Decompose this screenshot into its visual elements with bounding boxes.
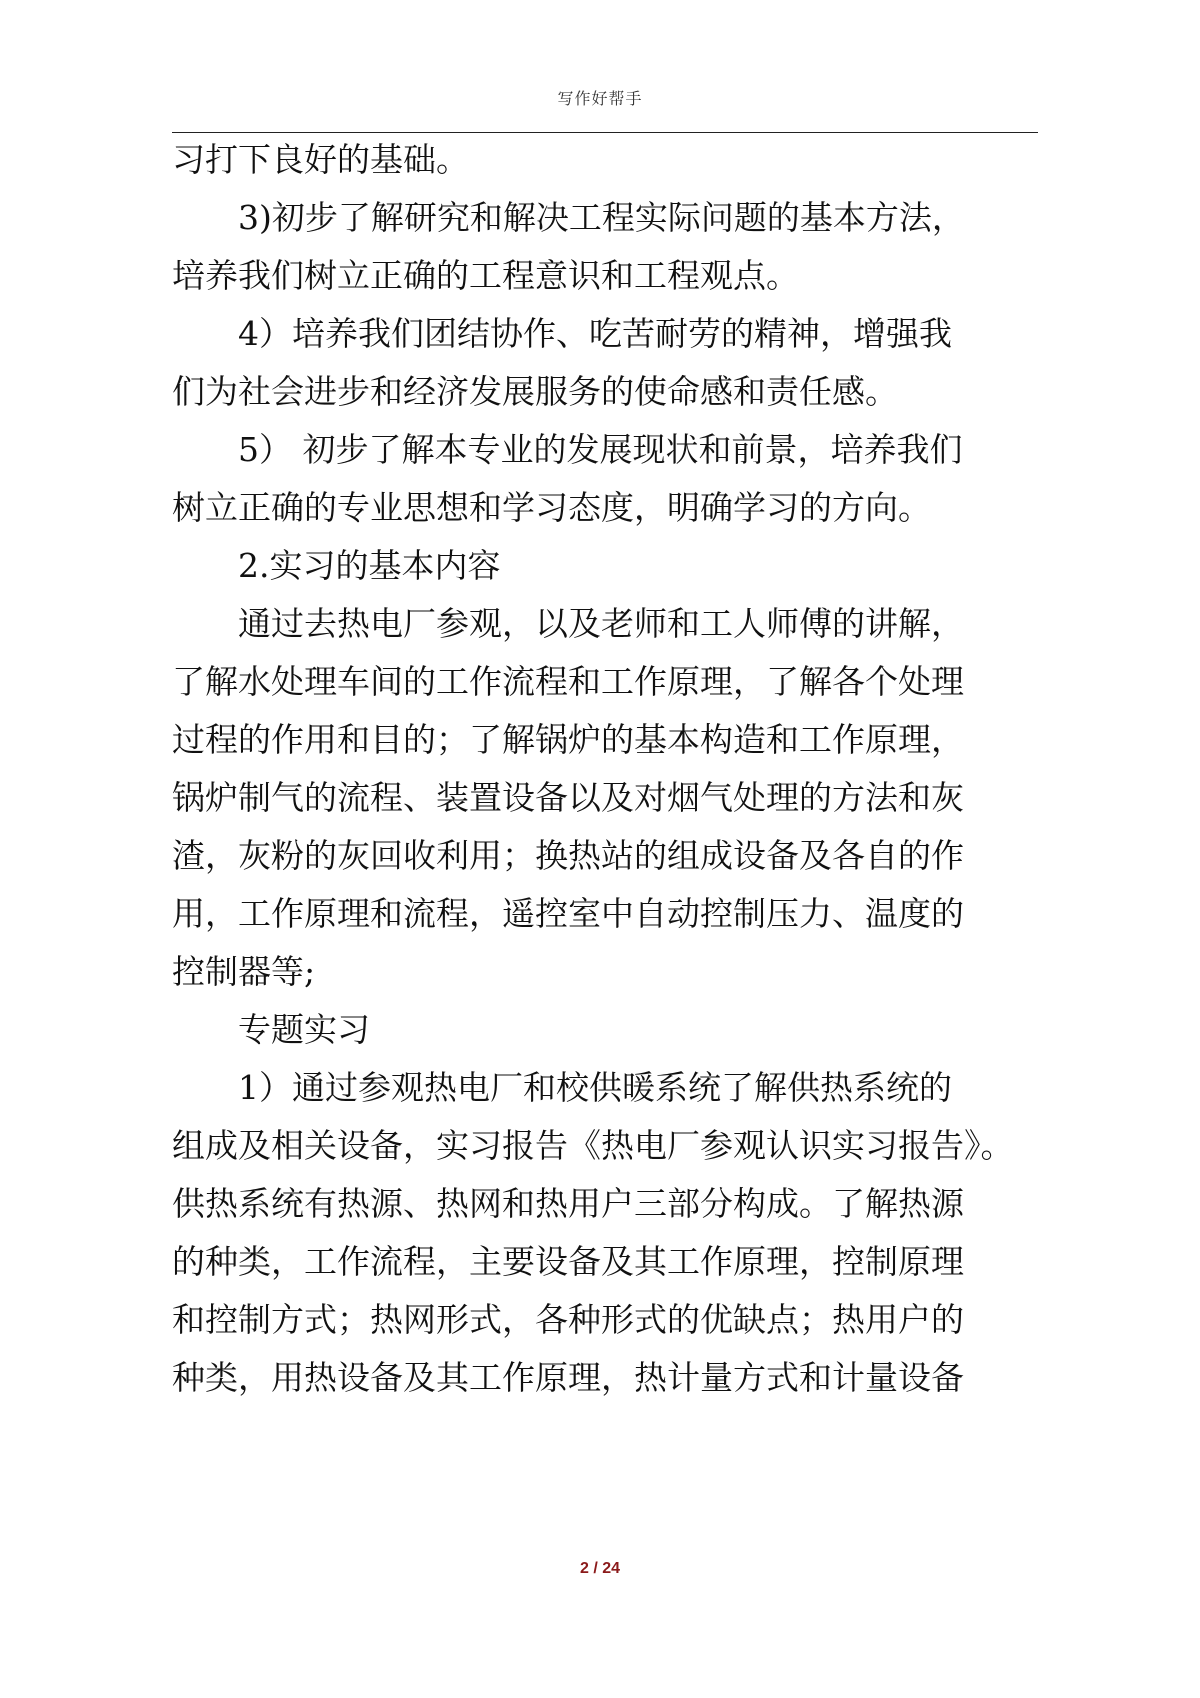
text-line: 锅炉制气的流程、装置设备以及对烟气处理的方法和灰 <box>172 778 964 817</box>
text-line: 控制器等; <box>172 952 316 991</box>
text-line: 和控制方式；热网形式，各种形式的优缺点；热用户的 <box>172 1300 964 1339</box>
text-line: 用，工作原理和流程，遥控室中自动控制压力、温度的 <box>172 894 964 933</box>
text-line: 3)初步了解研究和解决工程实际问题的基本方法， <box>238 198 965 237</box>
text-line: 过程的作用和目的；了解锅炉的基本构造和工作原理， <box>172 720 964 759</box>
text-line: 习打下良好的基础。 <box>172 140 469 179</box>
section-heading: 专题实习 <box>238 1010 370 1049</box>
text-line: 5） 初步了解本专业的发展现状和前景，培养我们 <box>238 430 963 469</box>
text-line: 4）培养我们团结协作、吃苦耐劳的精神，增强我 <box>238 314 952 353</box>
text-line: 了解水处理车间的工作流程和工作原理，了解各个处理 <box>172 662 964 701</box>
text-line: 组成及相关设备，实习报告《热电厂参观认识实习报告》。 <box>172 1126 1014 1165</box>
text-line: 培养我们树立正确的工程意识和工程观点。 <box>172 256 799 295</box>
header-divider <box>172 132 1038 133</box>
page-number: 2 / 24 <box>579 1560 621 1577</box>
text-line: 渣，灰粉的灰回收利用；换热站的组成设备及各自的作 <box>172 836 964 875</box>
text-line: 们为社会进步和经济发展服务的使命感和责任感。 <box>172 372 898 411</box>
section-heading: 2.实习的基本内容 <box>238 546 501 585</box>
text-line: 供热系统有热源、热网和热用户三部分构成。了解热源 <box>172 1184 964 1223</box>
page-header-title: 写作好帮手 <box>557 89 643 108</box>
text-line: 树立正确的专业思想和学习态度，明确学习的方向。 <box>172 488 931 527</box>
text-line: 种类，用热设备及其工作原理，热计量方式和计量设备 <box>172 1358 964 1397</box>
text-line: 的种类，工作流程，主要设备及其工作原理，控制原理 <box>172 1242 964 1281</box>
text-line: 通过去热电厂参观，以及老师和工人师傅的讲解， <box>238 604 964 643</box>
text-line: 1）通过参观热电厂和校供暖系统了解供热系统的 <box>238 1068 952 1107</box>
